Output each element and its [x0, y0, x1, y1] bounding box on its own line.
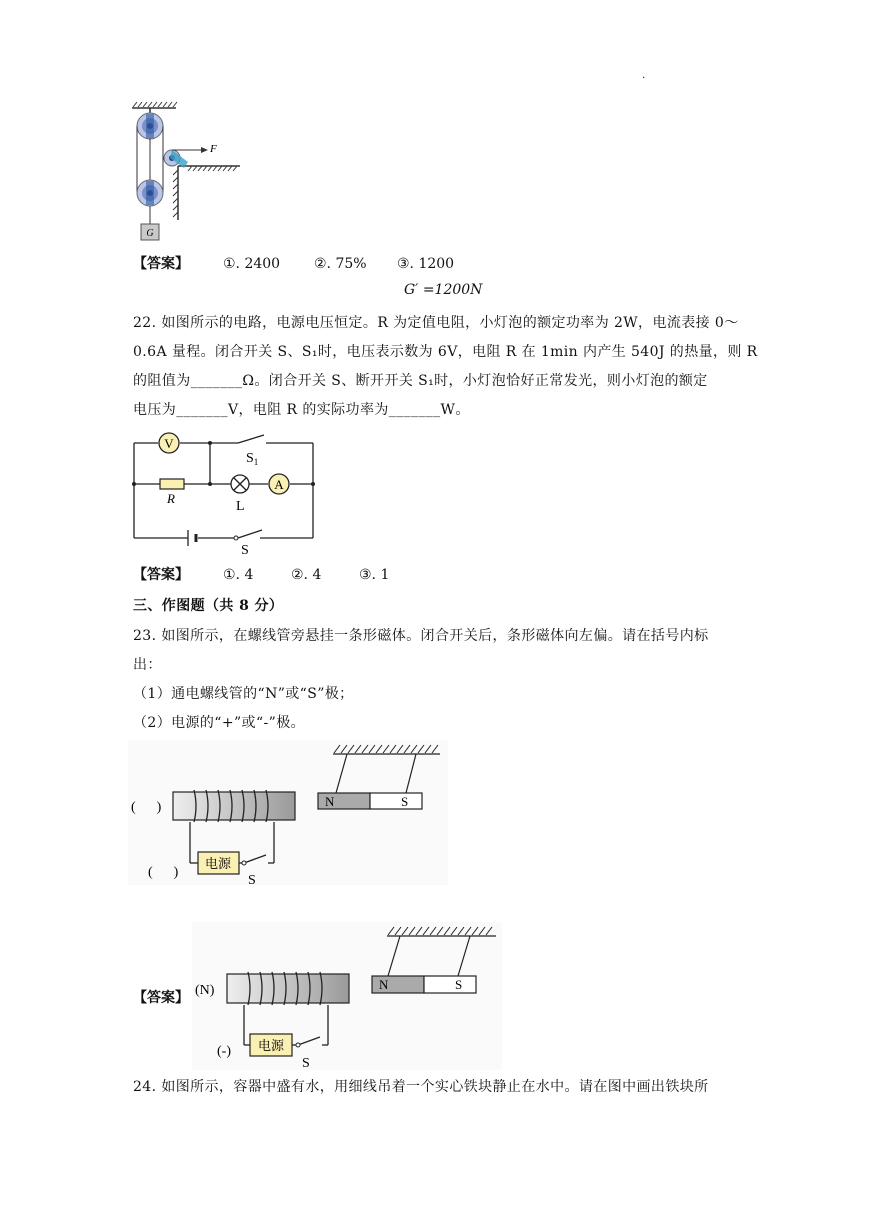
q21-formula: G′ =1200N [404, 282, 483, 298]
switch-label: S [248, 873, 256, 885]
bracket-pole: ( ) [131, 800, 162, 815]
q23-answer-tag: 【答案】 [133, 990, 189, 1006]
q22-circuit [128, 430, 323, 560]
pulley-figure [128, 100, 243, 245]
answer-item-2: ②. 75% [314, 256, 367, 272]
section-title: 三、作图题（共 8 分） [133, 598, 284, 614]
q22-line-2: 0.6A 量程。闭合开关 S、S₁时，电压表示数为 6V，电阻 R 在 1min 内产生 540J 的热量，则 R [133, 344, 758, 360]
magnet-s-label: S [401, 794, 409, 809]
resistor-label: R [167, 491, 175, 506]
switch-label: S [241, 543, 249, 558]
ammeter-label: A [274, 477, 284, 492]
q23-answer-figure [192, 922, 502, 1070]
power-sign-answer: (-) [217, 1044, 231, 1059]
power-label: 电源 [257, 1039, 285, 1054]
q23-line-4: （2）电源的“+”或“-”极。 [133, 715, 305, 731]
magnet-n-label: N [379, 977, 389, 992]
q22-line-1: 22. 如图所示的电路，电源电压恒定。R 为定值电阻，小灯泡的额定功率为 2W，电流表接 0～ [133, 315, 739, 331]
q24-line-1: 24. 如图所示，容器中盛有水，用细线吊着一个实心铁块静止在水中。请在图中画出铁块所 [133, 1079, 709, 1095]
q23-figure [128, 740, 448, 885]
q22-line-3: 的阻值为_______Ω。闭合开关 S、断开开关 S₁时，小灯泡恰好正常发光，则小灯泡的额定 [133, 373, 708, 389]
weight-label: G [146, 228, 154, 239]
q22-line-4: 电压为_______V，电阻 R 的实际功率为_______W。 [133, 402, 470, 418]
q23-line-2: 出： [133, 657, 162, 673]
switch-label: S [302, 1056, 310, 1070]
voltmeter-label: V [164, 436, 174, 451]
q22-answer [133, 565, 733, 585]
bracket-power: ( ) [148, 865, 179, 880]
corner-mark: . [642, 70, 646, 81]
magnet-n-label: N [325, 794, 335, 809]
answer-item-1: ①. 2400 [223, 256, 281, 272]
lamp-label: L [236, 499, 245, 514]
answer-tag: 【答案】 [133, 256, 189, 272]
force-label: F [210, 143, 217, 155]
q23-line-1: 23. 如图所示，在螺线管旁悬挂一条形磁体。闭合开关后，条形磁体向左偏。请在括号内标 [133, 628, 709, 644]
power-label: 电源 [204, 857, 232, 872]
answer-item-2: ②. 4 [291, 567, 322, 583]
answer-item-3: ③. 1 [359, 567, 390, 583]
magnet-s-label: S [455, 977, 463, 992]
pole-answer: (N) [195, 983, 215, 998]
switch1-label: $S_1$ [246, 451, 259, 467]
answer-tag: 【答案】 [133, 567, 189, 583]
answer-item-3: ③. 1200 [397, 256, 455, 272]
q21-answer [133, 254, 733, 274]
q23-line-3: （1）通电螺线管的“N”或“S”极； [133, 686, 354, 702]
answer-item-1: ①. 4 [223, 567, 254, 583]
